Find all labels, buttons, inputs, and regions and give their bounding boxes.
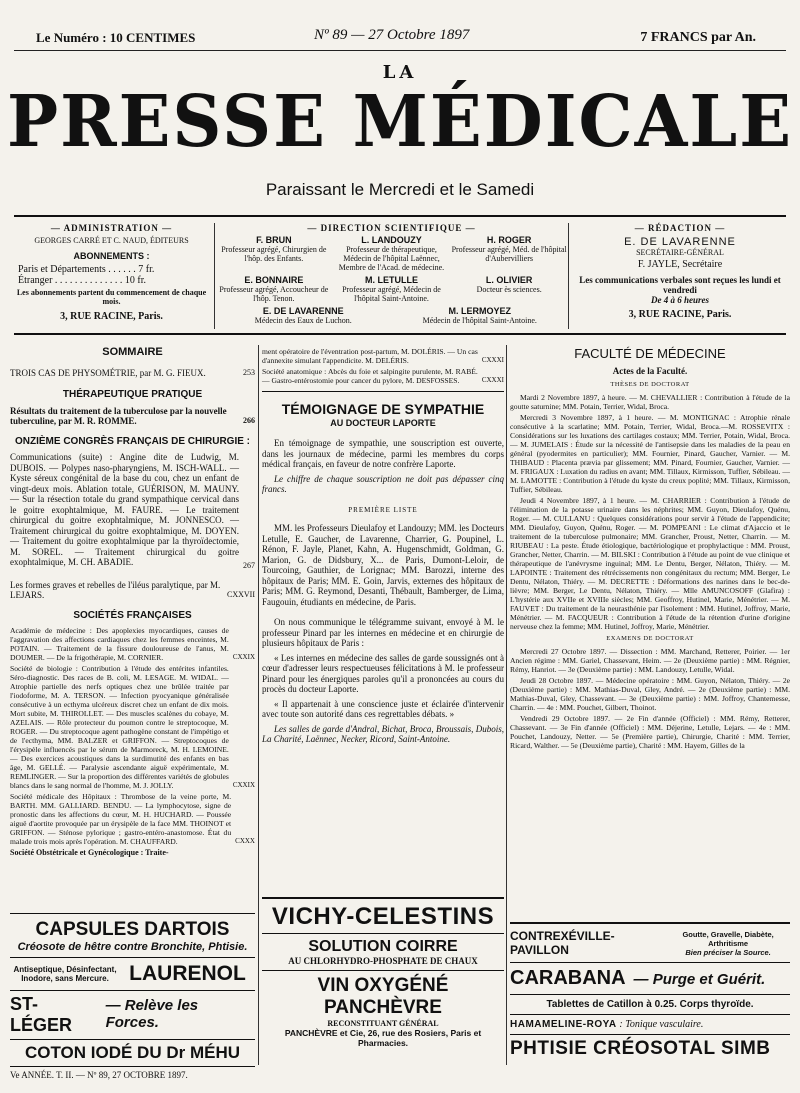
redaction-role: SECRÉTAIRE-GÉNÉRAL xyxy=(636,248,724,257)
ad-contrexeville-note: Bien préciser la Source. xyxy=(685,947,771,957)
ad-carabana xyxy=(510,962,790,994)
director-desc: Professeur de thérapeutique, Médecin de l'hôpital Laënnec, Membre de l'Acad. de médecine. xyxy=(338,245,445,272)
page-footer: Ve ANNÉE. T. II. — Nº 89, 27 OCTOBRE 1897. xyxy=(10,1066,255,1080)
ad-hamameline xyxy=(510,1014,790,1034)
redaction-note: Les communications verbales sont reçues les lundi et vendredi xyxy=(579,275,781,295)
telegram-para: « Les internes en médecine des salles de garde soussignés ont à cœur d'adresser leurs respectueuses félicitations à M. le professeur Pinard pour les énergiques paroles qu'il a prononcées au cours du procès du docteur Laporte. xyxy=(262,652,504,694)
subscriptions-heading: ABONNEMENTS : xyxy=(73,251,150,261)
masthead-title: PRESSE MÉDICALE xyxy=(6,80,794,164)
these-entry: Mercredi 3 Novembre 1897, à 1 heure. — M. MONTIGNAC : Atrophie rénale consécutive à la scarlatine; MM. Potain, Terrier, Widal, Broca.—M. ROSSEVITX : Considérations sur les luxations des cartilages costaux; MM. Terrier, Potain, Widal, Broca. — M. JUMELAIS : Étude sur la nécessité de l'antisepsie dans les maladies de la peau en général (pyodermites en particulier); MM. Fournier, Pinard, Gaucher, Varnier. — M. THIBAUD : Placenta prævia par glissement; MM. Pinard, Fournier, Gaucher, Varnier. — M. FRIGAUX : Luxation du radius en avant; MM. Tillaux, Kirmisson, Tuffier, Sébileau. — M. LAMOTTE : Contribution à l'étude du kyste du creux poplité; MM. Tillaux, Kirmisson, Tuffier, Sébileau. xyxy=(510,412,790,494)
societe-text: Société médicale des Hôpitaux : Thrombose de la veine porte, M. BARTH. MM. GALLIARD. BENDU. — La lymphocytose, signe de pronostic dans les affections du cœur, M. H. HUCHARD. — Poussée aiguë d'aortite provoquée par un érysipèle de la face MM. THOINOT et GRIFFON. — Sténose pylorique ; gastro-entéro-anastomose. État du malade trois mois après l'opération. M. CHAUFFARD. xyxy=(10,792,232,846)
temoignage-para: En témoignage de sympathie, une souscription est ouverte, dans les journaux de médecine, parmi les membres du corps médical français, en faveur de notre confrère Laporte. xyxy=(262,438,504,469)
sommaire-item-page: 266 xyxy=(243,416,255,425)
annual-price: 7 FRANCS par An. xyxy=(640,30,756,45)
right-ads xyxy=(510,922,790,1063)
redaction-column xyxy=(574,223,786,329)
faculte-title: FACULTÉ DE MÉDECINE xyxy=(574,346,726,361)
faculte-column xyxy=(510,345,790,750)
issue-price: Le Numéro : 10 CENTIMES xyxy=(36,30,196,45)
sommaire-item xyxy=(10,406,255,427)
redaction-name: E. DE LAVARENNE xyxy=(624,236,736,248)
societe-text: Société Obstétricale et Gynécologique : Traite- xyxy=(10,848,169,857)
sommaire-item-text: Les formes graves et rebelles de l'iléus paralytique, par M. LEJARS. xyxy=(10,579,221,600)
ad-coton: COTON IODÉ DU Dr MÉHU xyxy=(10,1039,255,1066)
these-entry: Jeudi 4 Novembre 1897, à 1 heure. — M. CHARRIER : Contribution à l'étude de l'élimination de la potasse urinaire dans les néphrites; MM. Guyon, Dieulafoy, Quénu, Roger. — M. CULLANU : Quelques considérations pour servir à l'étude de l'appendicite; MM. Dieulafoy, Guyon, Quénu, Roger. — M. POMPEANI : Le climat d'Ajaccio et le traitement de la tuberculose pulmonaire; MM. Grancher, Proust, Netter, Charrin. — M. RIUBEAU : La peste. Étude étiologique, bactériologique et prophylactique : MM. Proust, Grancher, Netter, Charrin. — M. BILSKI : Contribution à l'étude au point de vue clinique et thérapeutique de l'anévrysme inguinal; MM. Le Dentu, Berger, Nélaton, Thiéry. — M. LAPOINTE : Traitement des rétrécissements non congénitaux du rectum; MM. Berger, Le Dentu, Nélaton, Thiéry. — M. DECRETTE : Déformations des narines dans le bec-de-lièvre; MM. Berger, Le Dentu, Nélaton, Thiéry. — Mlle AMUNCOSOFF (Glafira) : L'hystérie aux XVIIe et XVIIIe siècles; MM. Geoffroy, Hutinel, Marie, Ménétrier. — M. FAUVET : Du traitement de la neurasthénie par l'isolement : MM. Hutinel, Joffroy, Marie, Ménétrier. — M. FACQUEUR : Contribution à l'étude de la rétention d'urine d'origine nerveuse chez la femme; MM. Hutinel, Joffroy, Marie, Ménétrier. xyxy=(510,495,790,631)
temoignage-subtitle: AU DOCTEUR LAPORTE xyxy=(330,417,436,428)
anatomique-page: CXXXI xyxy=(481,375,504,384)
director-desc: Professeur agrégé, Chirurgien de l'hôp. des Enfants. xyxy=(221,245,327,263)
administration-heading: — ADMINISTRATION — xyxy=(50,223,173,233)
direction-row-3 xyxy=(215,307,568,325)
admin-address: 3, RUE RACINE, Paris. xyxy=(60,311,163,322)
ad-vin-sub: RECONSTITUANT GÉNÉRAL xyxy=(327,1019,439,1028)
subscriptions-note: Les abonnements partent du commencement de chaque mois. xyxy=(16,288,207,306)
sommaire-item-page: 253 xyxy=(243,367,255,377)
societe-text: Société de biologie : Contribution à l'étude des entérites infantiles. Séro-diagnostic. Des races de B. coli, M. LESAGE. M. WIDAL. — Atrophie partielle des nerfs optiques chez une brûlée traitée par l'iodoforme, M. A. TERSON. — Infection pyocyanique généralisée consécutive à un ecthyma ulcéreux discret chez un enfant de dix mois. Mort subite, M. THIROLLET. — Des muscles scalènes du cobaye, M. AZELAIS. — Rôle protecteur du poumon contre le streptocoque, M. ROGER. — Du streptocoque agent pathogène constant de l'impétigo et de l'ecthyma, MM. BALZER et GRIFFON. — Streptocoques de l'érysipèle influencés par le sérum de Marmoreck, M. H. LEMOINE. — Des exercices acoustiques dans la surdimutité des enfants en bas âge, M. GELLÉ. — Paralysie ascendante aiguë expérimentale, M. REMLINGER. — Sur la proportion des différentes variétés de globules blancs dans le sang normal de l'homme, M. J. JOLLY. xyxy=(10,664,229,790)
sommaire-item xyxy=(10,452,255,572)
ad-carabana-sub: — Purge et Guérit. xyxy=(633,971,766,988)
telegram-para: « Il appartenait à une conscience juste et éclairée d'intervenir avec toute son autorité dans ces regrettables débats. » xyxy=(262,698,504,719)
sommaire-item-text: Résultats du traitement de la tuberculose par la nouvelle tuberculine, par M. R. ROMME. xyxy=(10,405,227,426)
sommaire-column xyxy=(10,345,255,857)
temoignage-para: On nous communique le télégramme suivant, envoyé à M. le professeur Pinard par les internes en médecine et en chirurgie de plusieurs hôpitaux de Paris : xyxy=(262,617,504,648)
price-abroad: Étranger . . . . . . . . . . . . . . 10 fr. xyxy=(18,275,147,286)
therapeutique-title: THÉRAPEUTIQUE PRATIQUE xyxy=(62,389,203,400)
sommaire-cont-page: CXXXI xyxy=(481,355,504,364)
direction-row-1 xyxy=(215,236,568,272)
ad-stleger-sub: — Relève les Forces. xyxy=(105,997,199,1031)
ad-phtisie: PHTISIE CRÉOSOTAL SIMB xyxy=(510,1034,790,1063)
theses-title: THÈSES DE DOCTORAT xyxy=(610,381,690,388)
ad-coirre: SOLUTION COIRRE xyxy=(262,933,504,956)
ad-laurenol xyxy=(10,957,255,990)
ad-stleger-name: ST-LÉGER xyxy=(10,994,73,1035)
temoignage-note: Le chiffre de chaque souscription ne doit pas dépasser cinq francs. xyxy=(262,473,504,494)
societe-item xyxy=(10,626,255,662)
these-entry: Mardi 2 Novembre 1897, à heure. — M. CHEVALLIER : Contribution à l'étude de la goutte saturnine; MM. Potain, Terrier, Widal, Broca. xyxy=(510,392,790,411)
director-desc: Professeur agrégé, Médecin de l'hôpital Saint-Antoine. xyxy=(342,285,441,303)
anatomique-item xyxy=(262,367,504,385)
director-name: H. ROGER xyxy=(486,235,532,245)
societe-page: CXXIX xyxy=(232,780,255,789)
sommaire-item-text: TROIS CAS DE PHYSOMÉTRIE, par M. G. FIEUX. xyxy=(10,367,206,378)
left-ads xyxy=(10,913,255,1080)
ad-carabana-name: CARABANA xyxy=(510,967,626,989)
direction-column xyxy=(214,223,569,329)
director-name: M. LERMOYEZ xyxy=(448,306,511,316)
issue-number: Nº 89 — 27 Octobre 1897 xyxy=(314,27,470,43)
ad-stleger xyxy=(10,990,255,1039)
ad-hamameline-sub: : Tonique vasculaire. xyxy=(619,1019,704,1030)
ad-dartois: CAPSULES DARTOIS xyxy=(10,913,255,941)
temoignage-title: TÉMOIGNAGE DE SYMPATHIE xyxy=(281,401,485,417)
ad-contrexeville xyxy=(510,922,790,962)
director-desc: Professeur agrégé, Accoucheur de l'hôp. Tenon. xyxy=(219,285,329,303)
direction-row-2 xyxy=(215,276,568,303)
admin-box xyxy=(14,215,786,335)
director-name: L. OLIVIER xyxy=(485,275,533,285)
societes-title: SOCIÉTÉS FRANÇAISES xyxy=(73,609,192,621)
societe-page: CXXX xyxy=(235,836,255,845)
column-divider xyxy=(506,345,507,1065)
ad-vin: VIN OXYGÉNÉ PANCHÈVRE xyxy=(262,970,504,1019)
price-paris: Paris et Départements . . . . . . 7 fr. xyxy=(18,264,155,275)
sommaire-item xyxy=(10,580,255,601)
examen-entry: Jeudi 28 Octobre 1897. — Médecine opératoire : MM. Guyon, Nélaton, Thiéry. — 2e (Deuxième partie) : MM. Mathias-Duval, Gley, André. — 2e (Deuxième partie) : MM. Mathias-Duval, Gley, Chassevant. — 3e (Deuxième partie) : MM. Joffroy, Chantemesse, Charrin. — 4e : MM. Pouchet, Gilbert, Thoinot. xyxy=(510,676,790,712)
examen-entry: Vendredi 29 Octobre 1897. — 2e Fin d'année (Officiel) : MM. Rémy, Retterer, Chassevant. — 3e Fin d'année (Officiel) : MM. Déjerine, Letulle, Lejars. — 4e : MM. Pouchet, Landouzy, Netter. — 5e (Première partie), Chirurgie, Charité : MM. Terrier, Ricard, Walther. — 5e (Deuxième partie), Charité : MM. Hayem, Gilles de la xyxy=(510,714,790,750)
ad-laurenol-name: LAURENOL xyxy=(129,962,246,985)
societe-page: CXXIX xyxy=(232,652,255,661)
administration-column xyxy=(14,223,209,329)
director-name: E. BONNAIRE xyxy=(244,275,304,285)
director-name: F. BRUN xyxy=(256,235,292,245)
sommaire-item-page: CXXVII xyxy=(227,590,255,599)
examen-entry: Mercredi 27 Octobre 1897. — Dissection : MM. Marchand, Retterer, Poirier. — 1er Ancien régime : MM. Gariel, Chassevant, Heim. — 2e (Deuxième partie) : MM. Régnier, Rémy, Hanriot. — 3e (Deuxième partie) : MM. Landouzy, Letulle, Widal. xyxy=(510,647,790,674)
sommaire-cont-text: ment opératoire de l'éventration post-partum, M. DOLÉRIS. — Un cas d'annexite simulant l'appendicite. M. DELÉRIS. xyxy=(262,347,478,365)
director-name: E. DE LAVARENNE xyxy=(262,306,344,316)
redaction-hours: De 4 à 6 heures xyxy=(651,295,709,305)
ad-catillon: Tablettes de Catillon à 0.25. Corps thyroïde. xyxy=(510,994,790,1014)
premiere-liste: PREMIÈRE LISTE xyxy=(348,505,418,514)
telegram-signature: Les salles de garde d'Andral, Bichat, Broca, Broussais, Dubois, La Charité, Laënnec, Necker, Ricord, Saint-Antoine. xyxy=(262,723,504,744)
ad-hamameline-name: HAMAMELINE-ROYA xyxy=(510,1019,617,1030)
director-name: L. LANDOUZY xyxy=(361,235,422,245)
sommaire-cont xyxy=(262,347,504,365)
director-desc: Médecin des Eaux de Luchon. xyxy=(254,316,352,325)
examens-title: EXAMENS DE DOCTORAT xyxy=(606,634,694,642)
editors: GEORGES CARRÉ ET C. NAUD, ÉDITEURS xyxy=(34,236,189,245)
societe-item xyxy=(10,792,255,846)
director-desc: Docteur ès sciences. xyxy=(476,285,542,294)
director-name: M. LETULLE xyxy=(364,275,418,285)
redaction-secretary: F. JAYLE, Secrétaire xyxy=(637,259,723,270)
direction-heading: — DIRECTION SCIENTIFIQUE — xyxy=(307,223,476,233)
ad-laurenol-desc: Antiseptique, Désinfectant, Inodore, sans Mercure. xyxy=(13,965,117,983)
sommaire-item xyxy=(10,368,255,379)
sommaire-title: SOMMAIRE xyxy=(102,346,163,358)
congres-title: ONZIÈME CONGRÈS FRANÇAIS DE CHIRURGIE : xyxy=(14,435,250,447)
column-divider xyxy=(258,345,259,1065)
sommaire-item-page: 267 xyxy=(243,561,255,570)
ad-vichy: VICHY-CELESTINS xyxy=(262,897,504,933)
middle-column xyxy=(262,345,504,749)
masthead-subtitle: Paraissant le Mercredi et le Samedi xyxy=(265,180,535,199)
ad-coirre-sub: AU CHLORHYDRO-PHOSPHATE DE CHAUX xyxy=(288,956,478,966)
ad-contrexeville-desc: Goutte, Gravelle, Diabète, Arthritisme xyxy=(682,929,774,948)
top-rule xyxy=(14,50,786,51)
redaction-address: 3, RUE RACINE, Paris. xyxy=(628,309,732,320)
ad-dartois-sub: Créosote de hêtre contre Bronchite, Phtisie. xyxy=(17,941,248,953)
divider xyxy=(262,391,504,392)
ad-vin-address: PANCHÈVRE et Cie, 26, rue des Rosiers, Paris et Pharmacies. xyxy=(284,1028,482,1048)
societe-item xyxy=(10,664,255,790)
societe-text: Académie de médecine : Des apoplexies myocardiques, causes de l'aggravation des affections cardiaques chez les femmes enceintes, M. POTAIN. — Traitement de la fissure douloureuse de l'anus, M. DOUMER. — De la frigothérapie, M. CORNIER. xyxy=(10,626,229,662)
director-desc: Professeur agrégé, Méd. de l'hôpital d'Aubervilliers xyxy=(451,245,567,263)
temoignage-list: MM. les Professeurs Dieulafoy et Landouzy; MM. les Docteurs Letulle, E. Gaucher, de Lavarenne, Charrier, G. Poupinel, L. Rénon, F. Jayle, Planet, Kahn, A. Hugenschmidt, Goldman, G. Marion, G. de Didsbury, X... de Paris, Dumont-Leloir, de Tourcoing, Gauthier, de Lorignac; MM. Barozzi, interne des hôpitaux de Paris; MM. E. Goin, Jarvis, externes des hôpitaux de Paris; MM. G. Reymond, Desanti, Thébault, Bamberger, de Lima, Faugouin, étudiants en médecine, de Paris. xyxy=(262,523,504,607)
director-desc: Médecin de l'hôpital Saint-Antoine. xyxy=(422,316,537,325)
top-line xyxy=(14,27,786,48)
middle-ads xyxy=(262,897,504,1048)
sommaire-item-text: Communications (suite) : Angine dite de Ludwig, M. DUBOIS. — Polypes naso-pharyngiens, M. ISCH-WALL. — Kyste séreux congénital de la base du cou, chez un enfant de vingt-deux mois. Ablation totale, GUÉRISON, M. MAUNY. — Sur la résection totale du grand sympathique cervical dans le goitre exophtalmique, M. FAURE. — Le traitement chirurgical du goitre exophtalmique, M. JONNESCO. — Traitement chirurgical du goitre exophtalmique, M. DOYEN. — Traitement du goitre exophtalmique par la thyroïdectomie, M. SOREL. — Traitement chirurgical du goitre exophtalmique, M. CH. ABADIE. xyxy=(10,452,239,567)
masthead-article: LA xyxy=(382,62,418,83)
actes-title: Actes de la Faculté. xyxy=(612,365,688,376)
anatomique-text: Société anatomique : Abcès du foie et salpingite purulente, M. RABÉ. — Gastro-entérostomie pour cancer du pylore, M. DESFOSSES. xyxy=(262,367,478,385)
redaction-heading: — RÉDACTION — xyxy=(634,223,726,233)
ad-contrexeville-name: CONTREXÉVILLE-PAVILLON xyxy=(510,929,615,957)
